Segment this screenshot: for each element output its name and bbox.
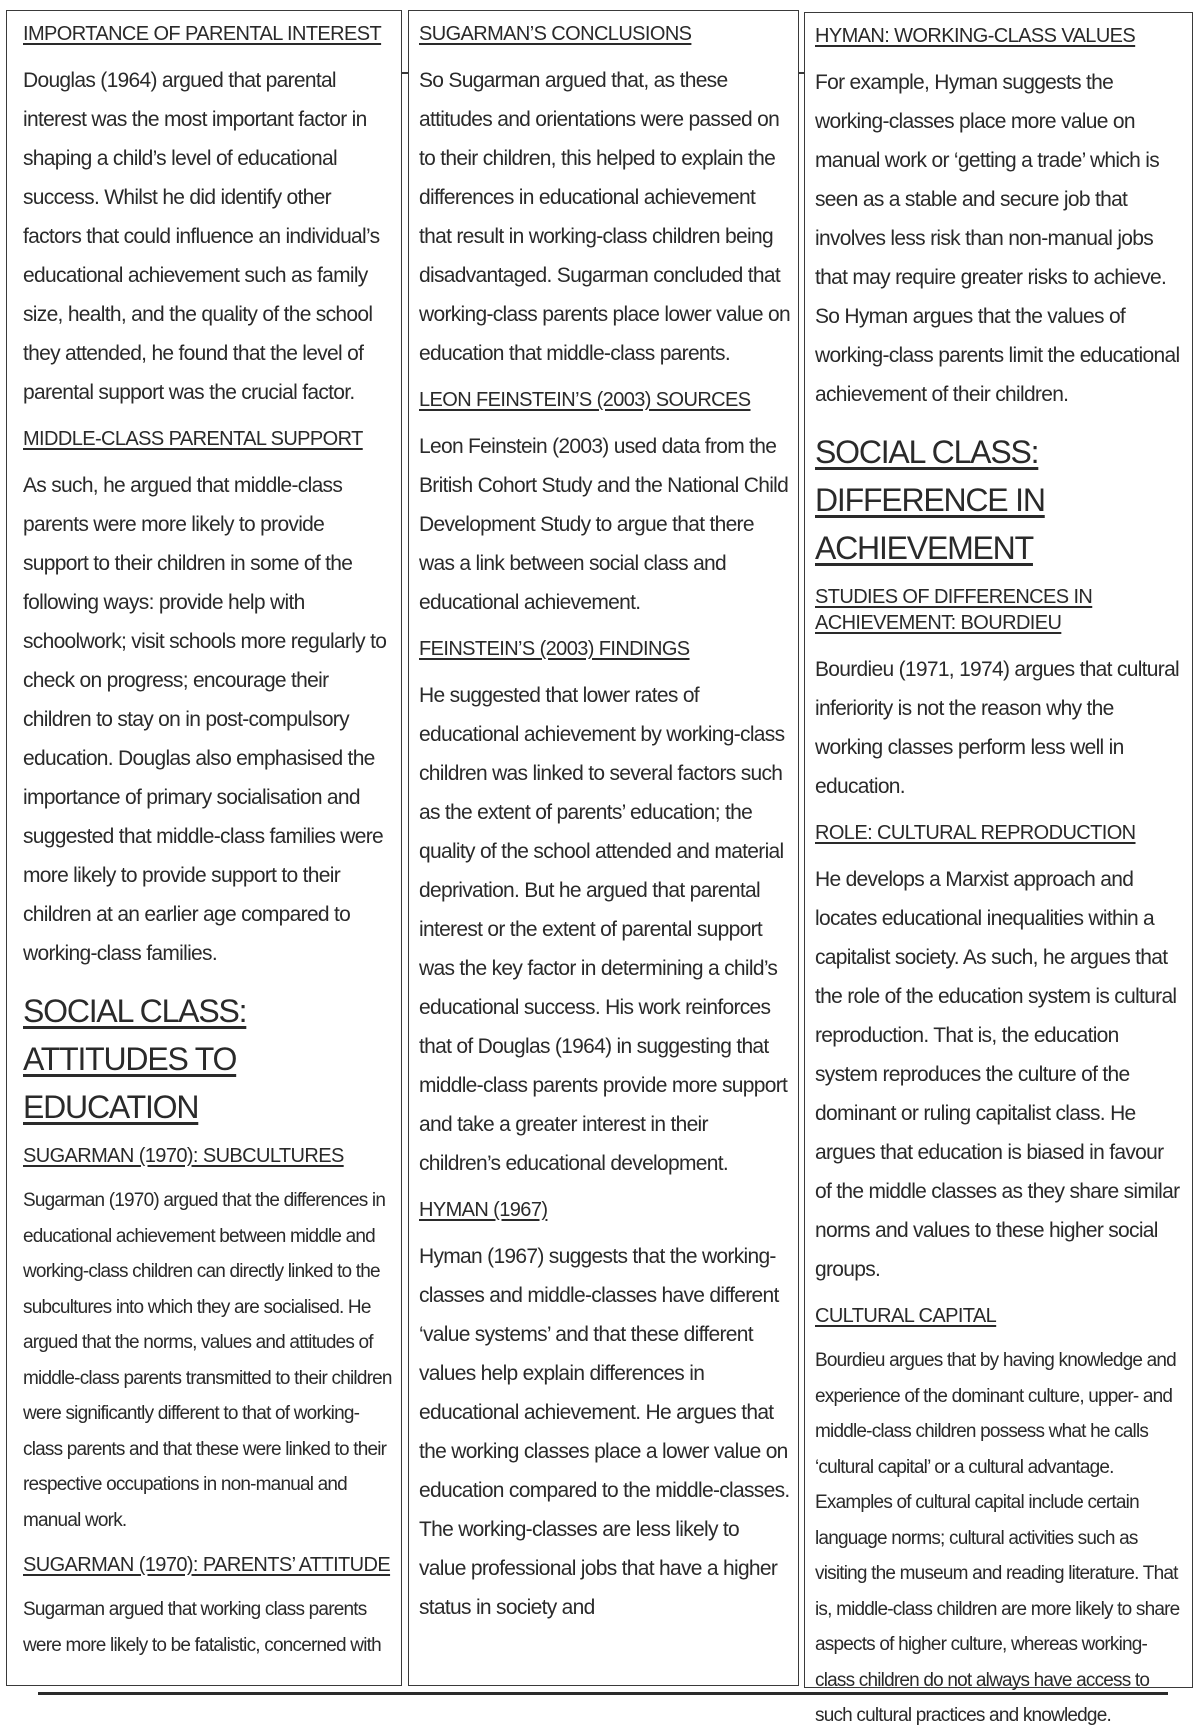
heading-sugarman-parents-attitude: SUGARMAN (1970): PARENTS’ ATTITUDE	[23, 1554, 391, 1576]
column-connector	[402, 72, 408, 74]
section-title-difference-in-achievement: SOCIAL CLASS: DIFFERENCE IN ACHIEVEMENT	[815, 434, 1045, 566]
paragraph-sugarman-parents-attitude: Sugarman argued that working class parents were more likely to be fatalistic, concerned with	[23, 1599, 381, 1656]
heading-middle-class-parental-support: MIDDLE-CLASS PARENTAL SUPPORT	[23, 428, 363, 450]
heading-importance-of-parental-interest: IMPORTANCE OF PARENTAL INTEREST	[23, 23, 382, 45]
paragraph-feinstein-sources: Leon Feinstein (2003) used data from the British Cohort Study and the National Child Development Study to argue that there was a link between social class and educational achievement.	[419, 435, 789, 614]
paragraph-feinstein-findings: He suggested that lower rates of educational achievement by working-class children was linked to several factors such as the extent of parents’ education; the quality of the school attended and material deprivation. But he argued that parental interest or the extent of parental support was the key factor in determining a child’s educational success. His work reinforces that of Douglas (1964) in suggesting that middle-class parents provide more support and take a greater interest in their children’s educational development.	[419, 684, 788, 1175]
column-3	[804, 12, 1193, 1726]
column-connector	[799, 72, 805, 74]
heading-sugarman-subcultures: SUGARMAN (1970): SUBCULTURES	[23, 1145, 344, 1167]
heading-feinstein-findings: FEINSTEIN’S (2003) FINDINGS	[419, 638, 690, 660]
heading-cultural-reproduction: ROLE: CULTURAL REPRODUCTION	[815, 822, 1136, 844]
heading-cultural-capital: CULTURAL CAPITAL	[815, 1305, 997, 1327]
paragraph-hyman-working-class-values: For example, Hyman suggests the working-classes place more value on manual work or ‘getting a trade’ which is seen as a stable and secure job that involves less risk than non-manual jobs that may require greater risks to achieve. So Hyman argues that the values of working-class parents limit the educational achievement of their children.	[815, 71, 1180, 406]
paragraph-parental-support: As such, he argued that middle-class parents were more likely to provide support to their children in some of the following ways: provide help with schoolwork; visit schools more regularly to check on progress; encourage their children to stay on in post-compulsory education. Douglas also emphasised the importance of primary socialisation and suggested that middle-class families were more likely to provide support to their children at an earlier age compared to working-class families.	[23, 474, 387, 965]
bottom-rule	[38, 1692, 1168, 1695]
heading-hyman-working-class-values: HYMAN: WORKING-CLASS VALUES	[815, 25, 1136, 47]
paragraph-sugarman-subcultures: Sugarman (1970) argued that the differences in educational achievement between middle and working-class children can directly linked to the subcultures into which they are socialised. He argued that the norms, values and attitudes of middle-class parents transmitted to their children were significantly different to that of working-class parents and that these were linked to their respective occupations in non-manual and manual work.	[23, 1190, 392, 1531]
heading-sugarmans-conclusions: SUGARMAN’S CONCLUSIONS	[419, 23, 692, 45]
paragraph-sugarmans-conclusions: So Sugarman argued that, as these attitudes and orientations were passed on to their children, this helped to explain the differences in educational achievement that result in working-class children being disadvantaged. Sugarman concluded that working-class parents place lower value on education that middle-class parents.	[419, 69, 790, 365]
paragraph-parental-interest: Douglas (1964) argued that parental interest was the most important factor in shaping a child’s level of educational success. Whilst he did identify other factors that could influence an individual’s educational achievement such as family size, health, and the quality of the school they attended, he found that the level of parental support was the crucial factor.	[23, 69, 380, 404]
paragraph-studies-bourdieu: Bourdieu (1971, 1974) argues that cultural inferiority is not the reason why the working classes perform less well in education.	[815, 658, 1180, 798]
heading-feinstein-sources: LEON FEINSTEIN’S (2003) SOURCES	[419, 389, 751, 411]
column-1	[6, 10, 402, 1686]
paragraph-cultural-capital: Bourdieu argues that by having knowledge and experience of the dominant culture, upper- and middle-class children possess what he calls ‘cultural capital’ or a cultural advantage. Examples of cultural capital include certain language norms; cultural activities such as visiting the museum and reading literature. That is, middle-class children are more likely to share aspects of higher culture, whereas working-class children do not always have access to such cultural practices and knowledge.	[815, 1350, 1180, 1726]
heading-hyman-1967: HYMAN (1967)	[419, 1199, 548, 1221]
heading-studies-bourdieu: STUDIES OF DIFFERENCES IN ACHIEVEMENT: BOURDIEU	[815, 586, 1093, 634]
section-title-attitudes-to-education: SOCIAL CLASS: ATTITUDES TO EDUCATION	[23, 993, 247, 1125]
paragraph-cultural-reproduction: He develops a Marxist approach and locates educational inequalities within a capitalist society. As such, he argues that the role of the education system is cultural reproduction. That is, the education system reproduces the culture of the dominant or ruling capitalist class. He argues that education is biased in favour of the middle classes as they share similar norms and values to these higher social groups.	[815, 868, 1180, 1281]
column-2	[408, 10, 799, 1686]
paragraph-hyman-1967: Hyman (1967) suggests that the working-classes and middle-classes have different ‘value systems’ and that these different values help explain differences in educational achievement. He argues that the working classes place a lower value on education compared to the middle-classes. The working-classes are less likely to value professional jobs that have a higher status in society and	[419, 1245, 790, 1619]
